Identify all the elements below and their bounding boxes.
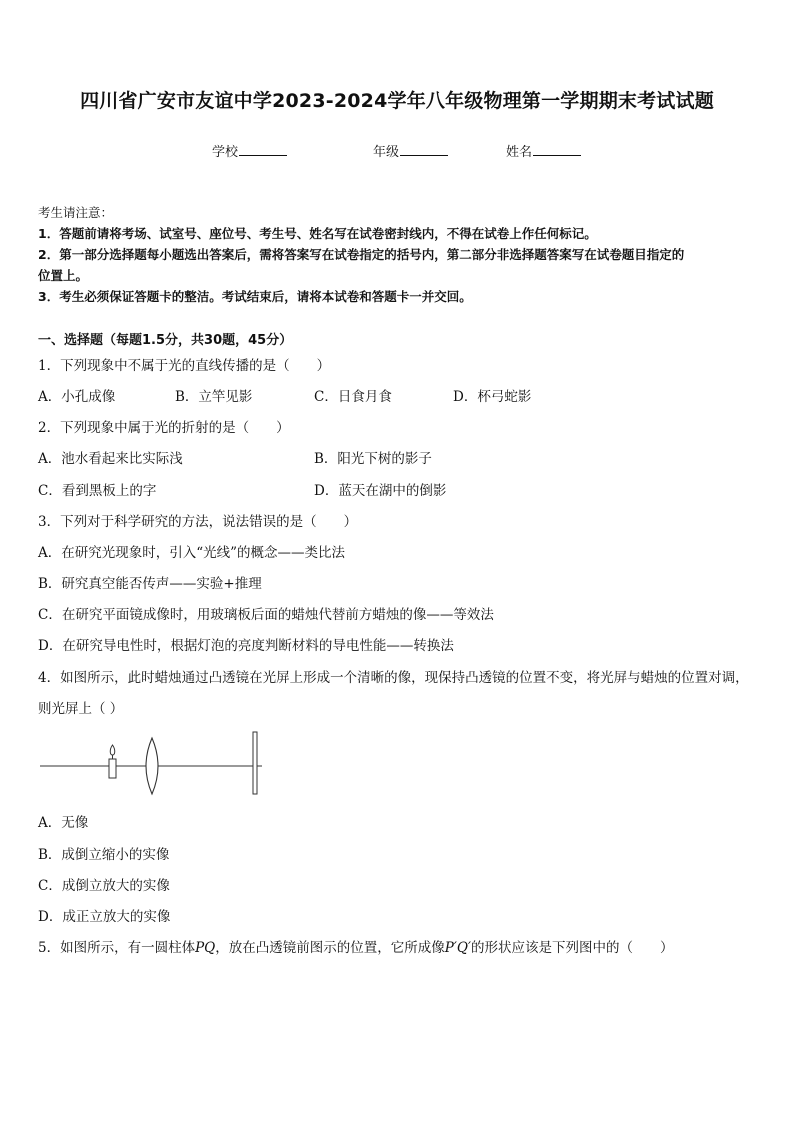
question-5-stem: 5．如图所示，有一圆柱体PQ，放在凸透镜前图示的位置，它所成像P′Q′的形状应该是下列图中的（ ） [38, 940, 674, 956]
question-4-stem: 4．如图所示，此时蜡烛通过凸透镜在光屏上形成一个清晰的像，现保持凸透镜的位置不变，将光屏与蜡烛的位置对调， [38, 670, 749, 686]
q4-option-b[interactable]: B．成倒立缩小的实像 [38, 847, 170, 863]
question-4-stem-cont: 则光屏上（ ） [38, 701, 124, 717]
q2-option-a[interactable]: A．池水看起来比实际浅 [38, 451, 183, 467]
q1-option-b[interactable]: B．立竿见影 [175, 389, 253, 405]
section-heading: 一、选择题（每题1.5分，共30题，45分） [38, 333, 293, 348]
q1-option-c[interactable]: C．日食月食 [314, 389, 392, 405]
q3-option-d[interactable]: D．在研究导电性时，根据灯泡的亮度判断材料的导电性能——转换法 [38, 638, 454, 654]
q2-option-c[interactable]: C．看到黑板上的字 [38, 483, 157, 499]
page-title: 四川省广安市友谊中学2023-2024学年八年级物理第一学期期末考试试题 [80, 90, 714, 112]
q4-option-d[interactable]: D．成正立放大的实像 [38, 909, 171, 925]
name-field[interactable] [506, 141, 581, 160]
school-label: 学校 [212, 145, 239, 160]
notice-item: 3．考生必须保证答题卡的整洁。考试结束后，请将本试卷和答题卡一并交回。 [38, 289, 472, 304]
school-field[interactable] [212, 141, 287, 160]
q2-option-d[interactable]: D．蓝天在湖中的倒影 [314, 483, 447, 499]
question-1-stem: 1．下列现象中不属于光的直线传播的是（ ） [38, 358, 331, 374]
q3-option-a[interactable]: A．在研究光现象时，引入“光线”的概念——类比法 [38, 545, 346, 561]
q4-option-c[interactable]: C．成倒立放大的实像 [38, 878, 170, 894]
q4-option-a[interactable]: A．无像 [38, 815, 89, 831]
name-label: 姓名 [506, 145, 533, 160]
optics-bench-figure [38, 728, 268, 798]
grade-label: 年级 [373, 145, 400, 160]
school-blank[interactable] [239, 143, 287, 156]
light-screen-icon [253, 732, 257, 794]
question-3-stem: 3．下列对于科学研究的方法，说法错误的是（ ） [38, 514, 358, 530]
q1-option-a[interactable]: A．小孔成像 [38, 389, 116, 405]
grade-field[interactable] [373, 141, 448, 160]
notice-item: 位置上。 [38, 268, 89, 283]
q1-option-d[interactable]: D．杯弓蛇影 [453, 389, 532, 405]
q3-option-c[interactable]: C．在研究平面镜成像时，用玻璃板后面的蜡烛代替前方蜡烛的像——等效法 [38, 607, 494, 623]
question-2-stem: 2．下列现象中属于光的折射的是（ ） [38, 420, 290, 436]
notice-item: 1．答题前请将考场、试室号、座位号、考生号、姓名写在试卷密封线内，不得在试卷上作任何标记。 [38, 226, 597, 241]
convex-lens-icon [146, 738, 158, 794]
q3-option-b[interactable]: B．研究真空能否传声——实验+推理 [38, 576, 262, 592]
grade-blank[interactable] [400, 143, 448, 156]
name-blank[interactable] [533, 143, 581, 156]
notice-heading: 考生请注意： [38, 205, 114, 220]
q2-option-b[interactable]: B．阳光下树的影子 [314, 451, 432, 467]
candle-icon [109, 745, 116, 778]
notice-item: 2．第一部分选择题每小题选出答案后，需将答案写在试卷指定的括号内，第二部分非选择题答案写在试卷题目指定的 [38, 247, 685, 262]
